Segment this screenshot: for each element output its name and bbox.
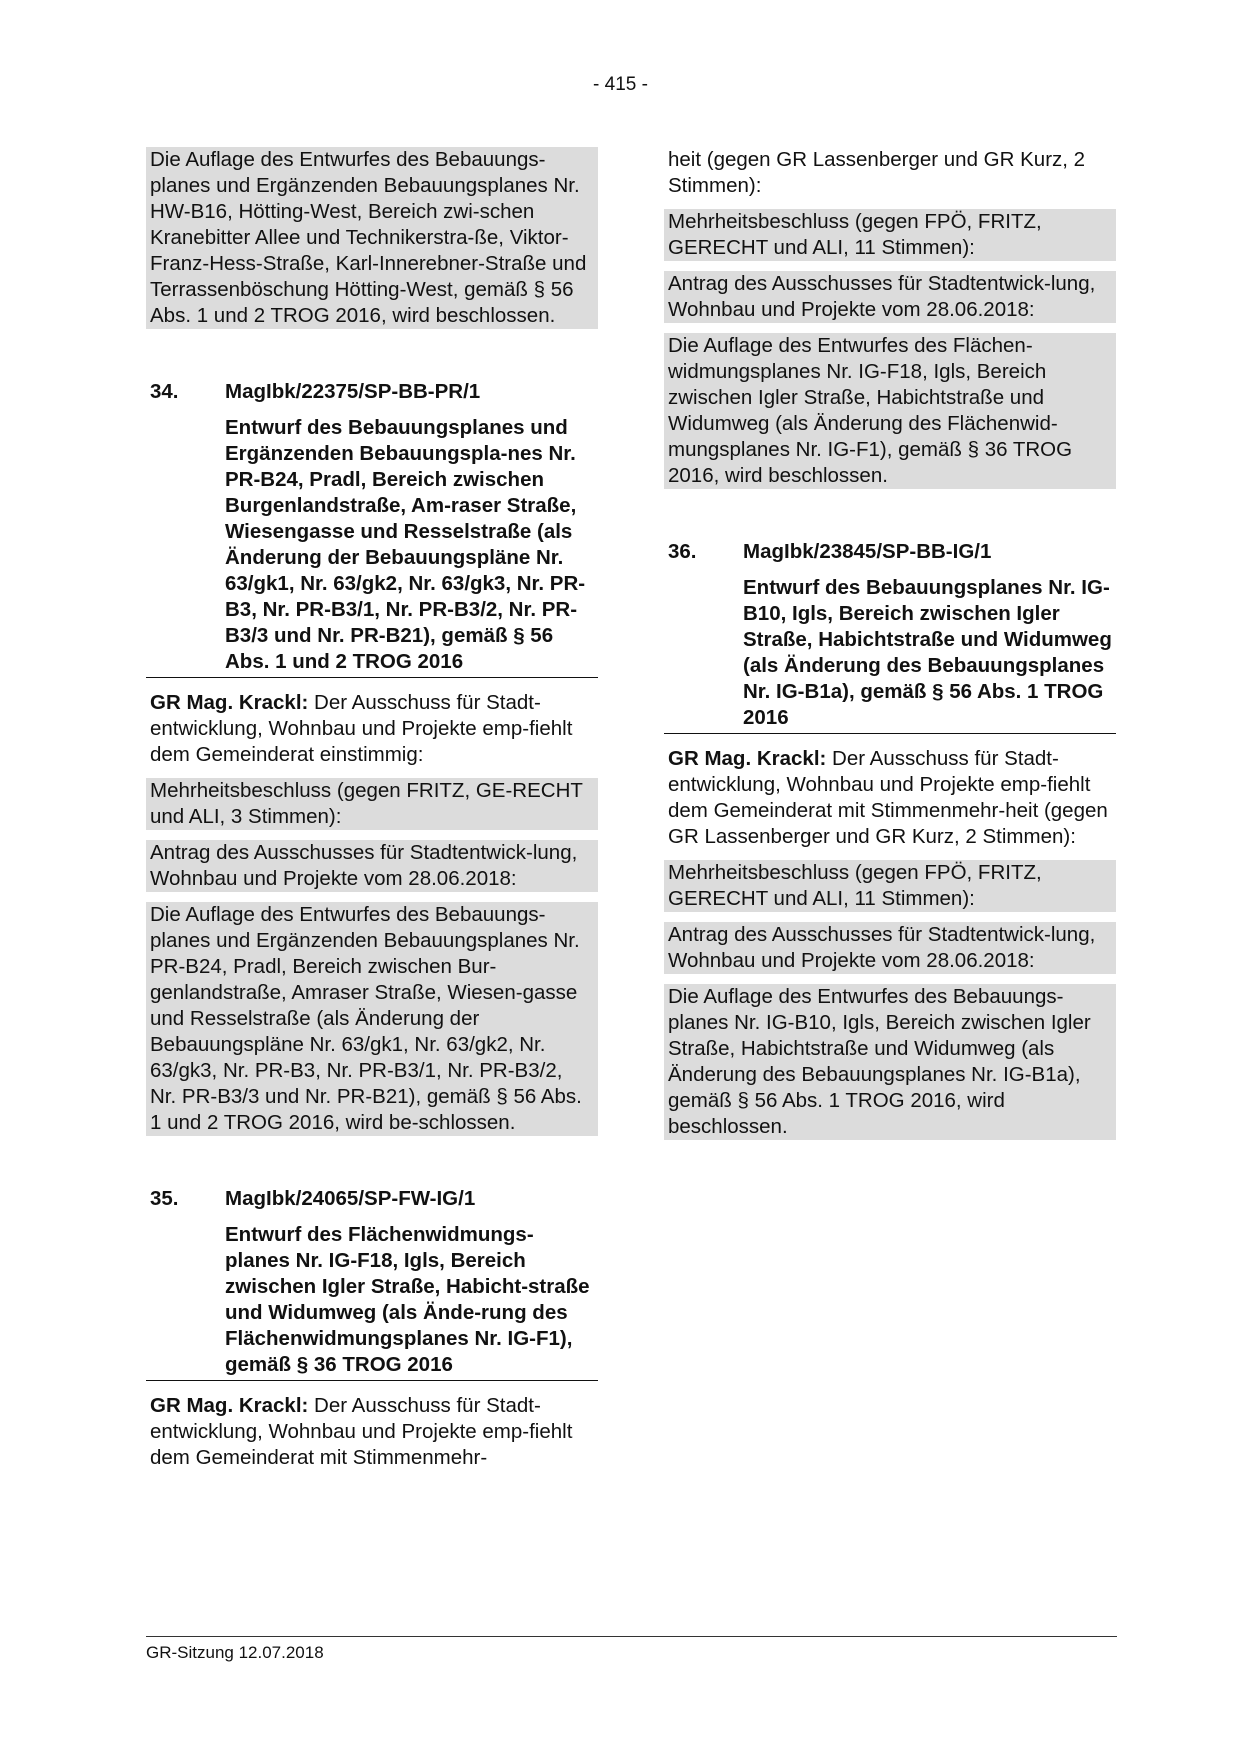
item-header xyxy=(146,1186,598,1212)
agenda-item-36 xyxy=(664,539,1116,1140)
speaker-name: GR Mag. Krackl: xyxy=(150,1394,309,1417)
right-column xyxy=(664,147,1116,1150)
footer-divider xyxy=(146,1636,1117,1637)
vote-box xyxy=(146,778,598,830)
left-column xyxy=(146,147,598,1481)
agenda-item-34 xyxy=(146,379,598,1136)
item-title: Entwurf des Bebauungsplanes und Ergänzenden Bebauungspla-nes Nr. PR-B24, Pradl, Bereich zwischen Burgenlandstraße, Am-raser Straße, Wiesengasse und Resselstraße (als Änderung der Bebauungspläne Nr. 63/gk1, Nr. 63/gk2, Nr. 63/gk3, Nr. PR-B3, Nr. PR-B3/1, Nr. PR-B3/2, Nr. PR-B3/3 und Nr. PR-B21), gemäß § 56 Abs. 1 und 2 TROG 2016 xyxy=(146,415,598,678)
item-reference: MagIbk/23845/SP-BB-IG/1 xyxy=(743,540,992,563)
footer-session-date: GR-Sitzung 12.07.2018 xyxy=(146,1643,324,1662)
decision-box xyxy=(664,984,1116,1140)
decision-text: Die Auflage des Entwurfes des Bebauungs-planes Nr. IG-B10, Igls, Bereich zwischen Igler Straße, Habichtstraße und Widumweg (als Änderung des Bebauungsplanes Nr. IG-B1a), gemäß § 56 Abs. 1 TROG 2016, wird beschlossen. xyxy=(668,985,1091,1138)
page-number: - 415 - xyxy=(593,74,648,95)
item-reference: MagIbk/24065/SP-FW-IG/1 xyxy=(225,1187,476,1210)
decision-text: Die Auflage des Entwurfes des Flächen-widmungsplanes Nr. IG-F18, Igls, Bereich zwischen Igler Straße, Habichtstraße und Widumweg (als Änderung des Flächenwid-mungsplanes Nr. IG-F1), gemäß § 36 TROG 2016, wird beschlossen. xyxy=(668,334,1073,487)
speaker-text: Der Ausschuss für Stadt-entwicklung, Wohnbau und Projekte emp-fiehlt dem Gemeinderat mit Stimmenmehr-heit (gegen GR Lassenberger und GR Kurz, 2 Stimmen): xyxy=(668,747,1108,848)
speaker-name: GR Mag. Krackl: xyxy=(668,747,827,770)
motion-box xyxy=(146,840,598,892)
vote-text: Mehrheitsbeschluss (gegen FPÖ, FRITZ, GERECHT und ALI, 11 Stimmen): xyxy=(668,210,1042,259)
speaker-text: Der Ausschuss für Stadt-entwicklung, Wohnbau und Projekte emp-fiehlt dem Gemeinderat mit Stimmenmehr- xyxy=(150,1394,573,1469)
item-number: 36. xyxy=(668,540,697,563)
motion-box xyxy=(664,271,1116,323)
item-title: Entwurf des Flächenwidmungs-planes Nr. IG-F18, Igls, Bereich zwischen Igler Straße, Habicht-straße und Widumweg (als Ände-rung des Flächenwidmungsplanes Nr. IG-F1), gemäß § 36 TROG 2016 xyxy=(146,1222,598,1381)
item-number: 35. xyxy=(150,1187,179,1210)
motion-text: Antrag des Ausschusses für Stadtentwick-lung, Wohnbau und Projekte vom 28.06.2018: xyxy=(668,923,1096,972)
decision-box xyxy=(146,902,598,1136)
decision-box-hw-b16 xyxy=(146,147,598,329)
motion-text: Antrag des Ausschusses für Stadtentwick-lung, Wohnbau und Projekte vom 28.06.2018: xyxy=(668,272,1096,321)
motion-text: Antrag des Ausschusses für Stadtentwick-lung, Wohnbau und Projekte vom 28.06.2018: xyxy=(150,841,578,890)
item-title: Entwurf des Bebauungsplanes Nr. IG-B10, Igls, Bereich zwischen Igler Straße, Habichtstraße und Widumweg (als Änderung des Bebauungsplanes Nr. IG-B1a), gemäß § 56 Abs. 1 TROG 2016 xyxy=(664,575,1116,734)
item-header xyxy=(146,379,598,405)
motion-box xyxy=(664,922,1116,974)
vote-text: Mehrheitsbeschluss (gegen FRITZ, GE-RECHT und ALI, 3 Stimmen): xyxy=(150,779,583,828)
vote-box xyxy=(664,860,1116,912)
item-header xyxy=(664,539,1116,565)
speaker-statement xyxy=(146,690,598,768)
vote-text: Mehrheitsbeschluss (gegen FPÖ, FRITZ, GERECHT und ALI, 11 Stimmen): xyxy=(668,861,1042,910)
speaker-text: Der Ausschuss für Stadt-entwicklung, Wohnbau und Projekte emp-fiehlt dem Gemeinderat einstimmig: xyxy=(150,691,573,766)
agenda-item-35 xyxy=(146,1186,598,1471)
continuation-text: heit (gegen GR Lassenberger und GR Kurz, 2 Stimmen): xyxy=(668,148,1086,197)
item-number: 34. xyxy=(150,380,179,403)
speaker-statement xyxy=(146,1393,598,1471)
speaker-statement xyxy=(664,746,1116,850)
vote-box xyxy=(664,209,1116,261)
item-reference: MagIbk/22375/SP-BB-PR/1 xyxy=(225,380,481,403)
speaker-name: GR Mag. Krackl: xyxy=(150,691,309,714)
decision-text: Die Auflage des Entwurfes des Bebauungs-planes und Ergänzenden Bebauungsplanes Nr. PR-B24, Pradl, Bereich zwischen Bur-genlandstraße, Amraser Straße, Wiesen-gasse und Resselstraße (als Änderung der Bebauungspläne Nr. 63/gk1, Nr. 63/gk2, Nr. 63/gk3, Nr. PR-B3, Nr. PR-B3/1, Nr. PR-B3/2, Nr. PR-B3/3 und Nr. PR-B21), gemäß § 56 Abs. 1 und 2 TROG 2016, wird be-schlossen. xyxy=(150,903,582,1134)
decision-box xyxy=(664,333,1116,489)
decision-text: Die Auflage des Entwurfes des Bebauungs-planes und Ergänzenden Bebauungsplanes Nr. HW-B16, Hötting-West, Bereich zwi-schen Kranebitter Allee und Technikerstra-ße, Viktor-Franz-Hess-Straße, Karl-Innerebner-Straße und Terrassenböschung Hötting-West, gemäß § 56 Abs. 1 und 2 TROG 2016, wird beschlossen. xyxy=(150,148,587,327)
